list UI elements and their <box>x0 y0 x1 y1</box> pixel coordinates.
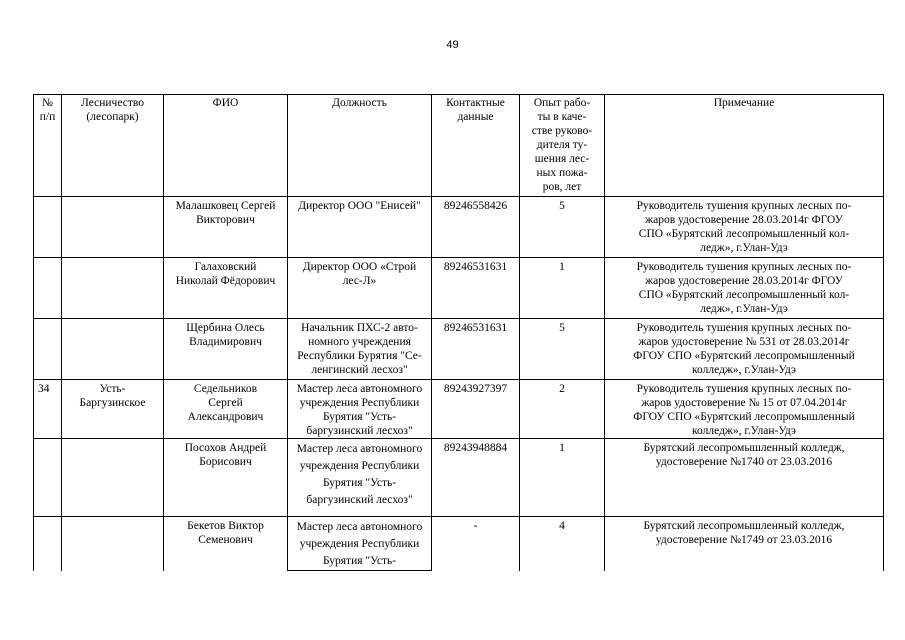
cell-position <box>288 258 432 319</box>
cell-forestry <box>62 319 164 380</box>
cell-position <box>288 439 432 517</box>
page-number: 49 <box>446 39 459 51</box>
cell-position <box>288 319 432 380</box>
cell-position <box>288 380 432 439</box>
cell-text-line: жаров удостоверение 28.03.2014г ФГОУ <box>645 214 843 226</box>
cell-text-line: Бурятия "Усть- <box>322 477 397 489</box>
cell-text-line: Бурятия "Усть- <box>322 555 397 567</box>
cell-number <box>34 319 62 380</box>
cell-text-line: Бурятский лесопромышленный колледж, <box>643 442 845 454</box>
cell-contact: - <box>432 517 520 571</box>
cell-text-line: ФИО <box>212 97 239 109</box>
cell-text-line: ледж», г.Улан-Удэ <box>700 303 788 315</box>
header-experience <box>520 95 605 197</box>
cell-contact: 89246531631 <box>432 258 520 319</box>
cell-contact: 89243927397 <box>432 380 520 439</box>
cell-text-line: Владимирович <box>189 336 262 348</box>
cell-text-line: колледж», г.Улан-Удэ <box>692 364 796 376</box>
table-row <box>34 319 884 380</box>
header-forestry <box>62 95 164 197</box>
cell-text-line: Александрович <box>187 411 264 423</box>
cell-fio <box>164 197 288 258</box>
cell-text-line: учреждения Республики <box>299 538 420 550</box>
cell-text-line: Викторович <box>196 214 255 226</box>
cell-text-line: Малашковец Сергей <box>175 200 276 212</box>
header-row <box>34 95 884 197</box>
forest-fire-leaders-table <box>33 94 884 571</box>
cell-number <box>34 439 62 517</box>
cell-position <box>288 517 432 571</box>
cell-text-line: (лесопарк) <box>86 111 139 123</box>
cell-text-line: Начальник ПХС-2 авто- <box>301 322 418 334</box>
cell-note <box>605 517 884 571</box>
cell-text-line: ФГОУ СПО «Бурятский лесопромышленный <box>633 350 855 362</box>
cell-text-line: удостоверение №1749 от 23.03.2016 <box>655 534 833 546</box>
cell-text-line: № <box>42 97 53 109</box>
cell-text-line: баргузинский лесхоз" <box>306 494 413 506</box>
cell-text-line: лес-Л» <box>342 275 377 287</box>
cell-text-line: Седельников <box>193 383 258 395</box>
cell-text-line: п/п <box>39 111 56 123</box>
cell-experience: 4 <box>520 517 605 571</box>
cell-text-line: удостоверение №1740 от 23.03.2016 <box>655 456 833 468</box>
cell-text-line: дителя ту- <box>536 139 588 151</box>
cell-text-line: учреждения Республики <box>299 397 420 409</box>
cell-fio <box>164 258 288 319</box>
cell-text-line: жаров удостоверение № 15 от 07.04.2014г <box>641 397 847 409</box>
cell-text-line: ледж», г.Улан-Удэ <box>700 242 788 254</box>
cell-text-line: Руководитель тушения крупных лесных по- <box>636 261 852 273</box>
cell-text-line: Руководитель тушения крупных лесных по- <box>636 383 852 395</box>
cell-number <box>34 517 62 571</box>
cell-text-line: Николай Фёдорович <box>175 275 276 287</box>
header-position <box>288 95 432 197</box>
cell-text-line: колледж», г.Улан-Удэ <box>692 425 796 437</box>
cell-text-line: жаров удостоверение 28.03.2014г ФГОУ <box>645 275 843 287</box>
cell-text-line: ров, лет <box>542 181 582 193</box>
table-row <box>34 258 884 319</box>
table-row <box>34 439 884 517</box>
cell-note <box>605 197 884 258</box>
cell-text-line: баргузинский лесхоз" <box>306 425 413 437</box>
cell-forestry <box>62 380 164 439</box>
cell-text-line: Руководитель тушения крупных лесных по- <box>636 200 852 212</box>
header-fio <box>164 95 288 197</box>
cell-text-line: Посохов Андрей <box>184 442 267 454</box>
cell-note <box>605 319 884 380</box>
cell-text-line: Галаховский <box>194 261 257 273</box>
cell-contact: 89246531631 <box>432 319 520 380</box>
cell-text-line: ты в каче- <box>537 111 587 123</box>
cell-text-line: Мастер леса автономного <box>296 383 423 395</box>
cell-text-line: Щербина Олесь <box>186 322 265 334</box>
cell-forestry <box>62 197 164 258</box>
cell-text-line: Мастер леса автономного <box>296 521 423 533</box>
cell-text-line: Борисович <box>199 456 252 468</box>
table-row <box>34 380 884 439</box>
cell-text-line: Лесничество <box>81 97 144 109</box>
cell-text-line: Опыт рабо- <box>533 97 591 109</box>
cell-text-line: Сергей <box>208 397 243 409</box>
cell-text-line: Директор ООО «Строй <box>302 261 417 273</box>
cell-text-line: шения лес- <box>534 153 590 165</box>
cell-text-line: ленгинский лесхоз" <box>311 364 408 376</box>
cell-forestry <box>62 517 164 571</box>
cell-note <box>605 380 884 439</box>
header-note <box>605 95 884 197</box>
cell-text-line: Усть- <box>99 383 126 395</box>
cell-experience: 5 <box>520 319 605 380</box>
cell-position <box>288 197 432 258</box>
cell-text-line: номного учреждения <box>308 336 411 348</box>
table-row <box>34 517 884 571</box>
cell-text-line: Семенович <box>198 534 253 546</box>
cell-fio <box>164 319 288 380</box>
cell-text-line: Контактные <box>446 97 505 109</box>
cell-text-line: СПО «Бурятский лесопромышленный кол- <box>638 289 850 301</box>
cell-text-line: Мастер леса автономного <box>296 443 423 455</box>
cell-text-line: ных пожа- <box>536 167 588 179</box>
cell-text-line: Примечание <box>713 97 775 109</box>
cell-experience: 1 <box>520 258 605 319</box>
cell-forestry <box>62 258 164 319</box>
cell-number: 34 <box>34 380 62 439</box>
cell-text-line: стве руково- <box>531 125 593 137</box>
cell-text-line: Руководитель тушения крупных лесных по- <box>636 322 852 334</box>
cell-text-line: учреждения Республики <box>299 460 420 472</box>
cell-text-line: Республики Бурятия "Се- <box>297 350 422 362</box>
cell-text-line: Директор ООО "Енисей" <box>298 200 421 212</box>
cell-note <box>605 258 884 319</box>
cell-text-line: данные <box>457 111 494 123</box>
cell-text-line: Бурятский лесопромышленный колледж, <box>643 520 845 532</box>
cell-forestry <box>62 439 164 517</box>
header-number <box>34 95 62 197</box>
cell-contact: 89246558426 <box>432 197 520 258</box>
cell-fio <box>164 517 288 571</box>
cell-experience: 2 <box>520 380 605 439</box>
table-row <box>34 197 884 258</box>
cell-fio <box>164 380 288 439</box>
cell-text-line: Баргузинское <box>79 397 146 409</box>
cell-contact: 89243948884 <box>432 439 520 517</box>
cell-text-line: Бурятия "Усть- <box>322 411 397 423</box>
cell-note <box>605 439 884 517</box>
cell-fio <box>164 439 288 517</box>
cell-text-line: жаров удостоверение № 531 от 28.03.2014г <box>638 336 850 348</box>
cell-text-line: ФГОУ СПО «Бурятский лесопромышленный <box>633 411 855 423</box>
cell-text-line: СПО «Бурятский лесопромышленный кол- <box>638 228 850 240</box>
cell-text-line: Бекетов Виктор <box>187 520 264 532</box>
cell-number <box>34 258 62 319</box>
cell-experience: 1 <box>520 439 605 517</box>
cell-number <box>34 197 62 258</box>
cell-text-line: Должность <box>332 97 387 109</box>
header-contact <box>432 95 520 197</box>
cell-experience: 5 <box>520 197 605 258</box>
